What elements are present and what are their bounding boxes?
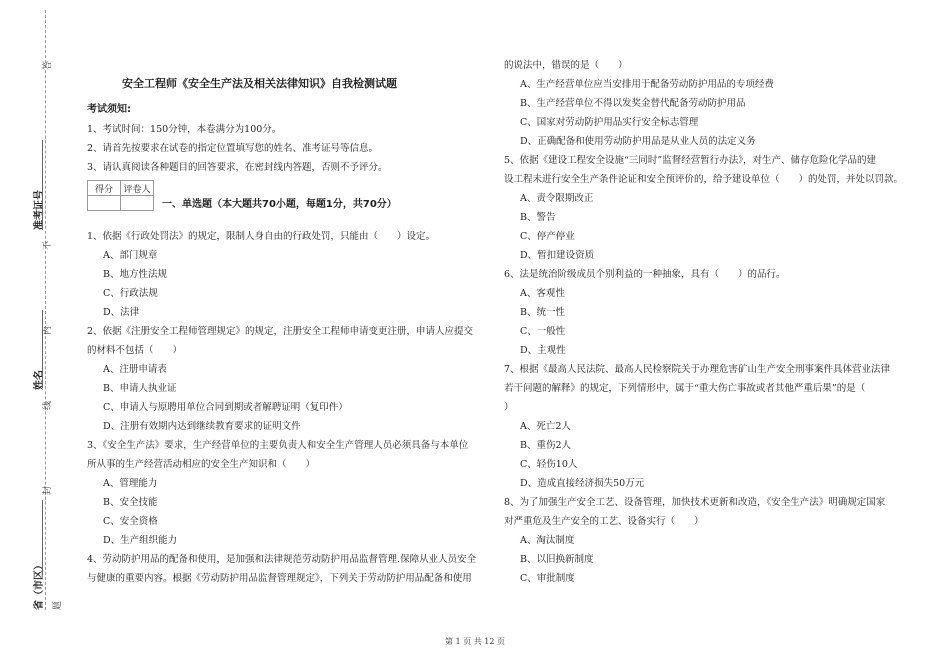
answer-option: D、主观性 (520, 345, 566, 356)
answer-option: A、淘汰制度 (520, 535, 575, 546)
margin-line-char: 线 (43, 400, 53, 410)
section-title: 一、单选题（本大题共70小题，每题1分，共70分） (162, 199, 397, 210)
answer-option: B、警告 (520, 212, 556, 223)
exam-title: 安全工程师《安全生产法及相关法律知识》自我检测试题 (122, 77, 397, 90)
page-footer: 第 1 页 共 12 页 (445, 637, 505, 646)
question-text: 3、《安全生产法》要求，生产经营单位的主要负责人和安全生产管理人员必须具备与本单位 (87, 440, 469, 451)
answer-option: A、死亡2人 (520, 421, 571, 432)
reviewer-header: 评卷人 (121, 181, 154, 196)
question-text: 设工程未进行安全生产条件论证和安全预评价的，给予建设单位（ ）的处罚，并处以罚款。 (504, 174, 904, 185)
answer-option: D、生产组织能力 (103, 535, 178, 546)
answer-option: B、统一性 (520, 307, 565, 318)
answer-option: C、停产停业 (520, 231, 575, 242)
province-field-line (42, 500, 43, 575)
notice-list (87, 120, 388, 177)
score-header: 得分 (88, 181, 121, 196)
question-text: 若干问题的解释》的规定，下列情形中，属于“重大伤亡事故或者其他严重后果”的是（ (504, 383, 866, 394)
notice-heading: 考试须知: (87, 104, 131, 115)
province-label: 省（市区） (34, 560, 45, 610)
name-field-line (42, 310, 43, 388)
answer-option: B、申请人执业证 (103, 383, 177, 394)
answer-option: B、以旧换新制度 (520, 554, 594, 565)
answer-option: B、生产经营单位不得以发奖金替代配备劳动防护用品 (520, 98, 746, 109)
question-text: 对严重危及生产安全的工艺、设备实行（ ） (504, 516, 704, 527)
ticket-number-field-line (42, 140, 43, 230)
question-text: 的材料不包括（ ） (87, 345, 183, 356)
ticket-number-label: 准考证号 (34, 190, 45, 230)
score-cell (88, 196, 121, 211)
margin-seal-char: 封 (43, 485, 53, 495)
answer-option: D、正确配备和使用劳动防护用品是从业人员的法定义务 (520, 136, 756, 147)
notice-item: 2、请首先按要求在试卷的指定位置填写您的姓名、准考证号等信息。 (87, 143, 379, 154)
answer-option: D、暂扣建设资质 (520, 250, 595, 261)
answer-option: A、责令限期改正 (520, 193, 594, 204)
answer-option: A、生产经营单位应当安排用于配备劳动防护用品的专项经费 (520, 79, 774, 90)
notice-item: 3、请认真阅读各种题目的回答要求，在密封线内答题，否则不予评分。 (87, 162, 388, 173)
answer-option: A、管理能力 (103, 478, 158, 489)
score-table (87, 180, 154, 211)
margin-mi-char: 题 (53, 600, 63, 610)
answer-option: C、申请人与原聘用单位合同到期或者解聘证明（复印件） (103, 402, 348, 413)
answer-option: C、审批制度 (520, 573, 575, 584)
question-text: 6、法是统治阶级成员个别利益的一种抽象，具有（ ）的品行。 (504, 269, 786, 280)
answer-option: D、造成直接经济损失50万元 (520, 478, 645, 489)
question-text: 与健康的重要内容。根据《劳动防护用品监督管理规定》，下列关于劳动防护用品配备和使用 (87, 573, 472, 584)
margin-answer-char: 答 (43, 60, 53, 70)
answer-option: C、国家对劳动防护用品实行安全标志管理 (520, 117, 699, 128)
reviewer-cell (121, 196, 154, 211)
left-question-column (87, 227, 476, 588)
question-text: 的说法中，错误的是（ ） (504, 60, 628, 71)
name-label: 姓名 (34, 370, 45, 390)
binding-margin (0, 0, 70, 671)
answer-option: C、轻伤10人 (520, 459, 578, 470)
question-text: 1、依据《行政处罚法》的规定，限制人身自由的行政处罚，只能由（ ）设定。 (87, 231, 436, 242)
seal-dash-line (45, 10, 46, 610)
answer-option: B、重伤2人 (520, 440, 572, 451)
notice-item: 1、考试时间：150分钟，本卷满分为100分。 (87, 124, 282, 135)
question-text: 所从事的生产经营活动相应的安全生产知识和（ ） (87, 459, 316, 470)
question-text: 7、根据《最高人民法院、最高人民检察院关于办理危害矿山生产安全刑事案件具体营业法律 (504, 364, 891, 375)
question-text: 5、依据《建设工程安全设施“三同时”监督经营暂行办法》，对生产、储存危险化学品的建 (504, 155, 877, 166)
margin-no-char: 不 (43, 240, 53, 250)
answer-option: C、安全资格 (103, 516, 158, 527)
answer-option: B、安全技能 (103, 497, 158, 508)
answer-option: C、一般性 (520, 326, 566, 337)
answer-option: A、注册申请表 (103, 364, 167, 375)
answer-option: C、行政法规 (103, 288, 158, 299)
margin-inner-char: 内 (43, 325, 53, 335)
right-question-column (504, 56, 903, 588)
answer-option: A、客观性 (520, 288, 565, 299)
question-text: 2、依据《注册安全工程师管理规定》的规定，注册安全工程师申请变更注册，申请人应提交 (87, 326, 474, 337)
answer-option: D、法律 (103, 307, 140, 318)
question-text: 8、为了加强生产安全工艺、设备管理，加快技术更新和改造，《安全生产法》明确规定国家 (504, 497, 886, 508)
answer-option: A、部门规章 (103, 250, 158, 261)
question-text: 4、劳动防护用品的配备和使用，是加强和法律规范劳动防护用品监督管理.保障从业人员安全 (87, 554, 477, 565)
answer-option: B、地方性法规 (103, 269, 167, 280)
answer-option: D、注册有效期内达到继续教育要求的证明文件 (103, 421, 301, 432)
question-text: ） (504, 402, 514, 413)
